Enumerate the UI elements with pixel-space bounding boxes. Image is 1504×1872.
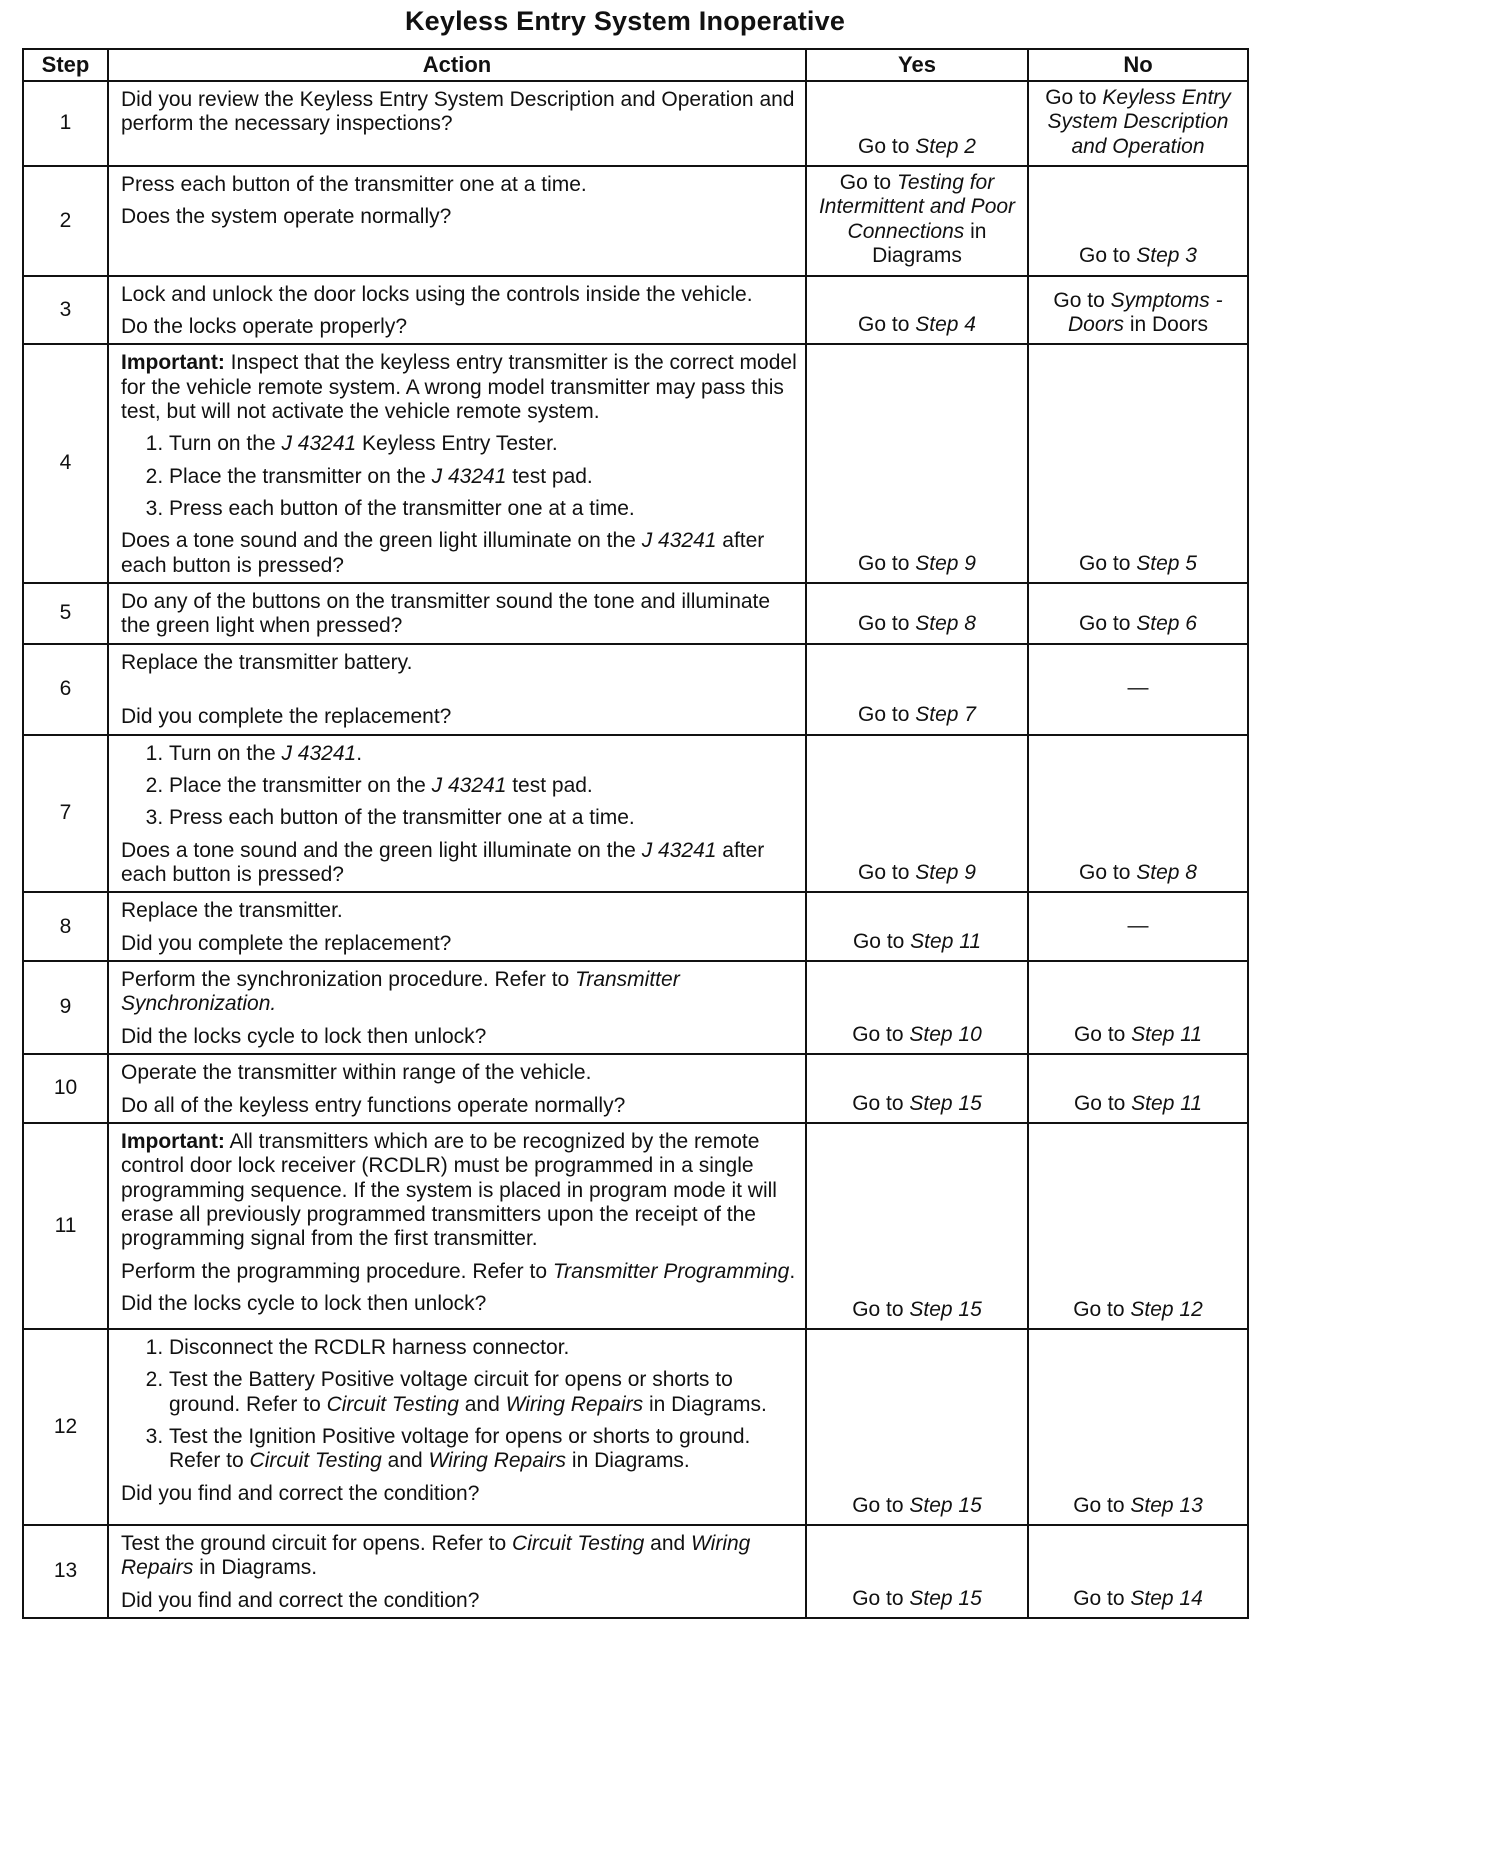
- step-number: 10: [23, 1054, 108, 1123]
- no-cell: Go to Keyless Entry System Description and Operation: [1028, 81, 1248, 166]
- reference-link[interactable]: Transmitter Programming: [552, 1259, 790, 1283]
- no-ref[interactable]: Step 8: [1136, 860, 1197, 884]
- step-number: 7: [23, 735, 108, 893]
- step-number: 8: [23, 892, 108, 961]
- yes-ref[interactable]: Step 10: [909, 1022, 982, 1046]
- action-cell: [108, 1329, 806, 1525]
- action-cell: Important: All transmitters which are to be recognized by the remote control door lock receiver (RCDLR) must be programmed in a single programming sequence. If the system is placed in program mode it will erase all previously programmed transmitters upon the receipt of the programming signal from the first transmitter. Perform the programming procedure. Refer to Transmitter Programming. Did the locks cycle to lock then unlock?: [108, 1123, 806, 1329]
- action-question: Do all of the keyless entry functions operate normally?: [121, 1093, 626, 1117]
- table-row: [23, 1123, 1248, 1329]
- action-cell: [108, 735, 806, 893]
- yes-cell: Go to Step 2: [806, 81, 1028, 166]
- yes-cell: Go to Testing for Intermittent and Poor Connections in Diagrams: [806, 166, 1028, 275]
- action-question: Does the system operate normally?: [121, 205, 452, 229]
- action-question: Does a tone sound and the green light illuminate on the J 43241 after each button is pressed?: [121, 838, 765, 886]
- no-cell: Go to Step 3: [1028, 166, 1248, 275]
- action-cell: [108, 583, 806, 644]
- no-ref[interactable]: Step 6: [1136, 612, 1197, 636]
- no-ref[interactable]: Step 12: [1130, 1297, 1203, 1321]
- yes-ref[interactable]: Step 4: [915, 312, 976, 336]
- no-ref[interactable]: Step 11: [1131, 1022, 1203, 1046]
- yes-ref[interactable]: Testing for Intermittent and Poor Connections: [818, 171, 1016, 243]
- header-action: Action: [108, 49, 806, 81]
- action-cell: Press each button of the transmitter one at a time. Does the system operate normally?: [108, 166, 806, 275]
- header-row: [23, 49, 1248, 81]
- step-number: 3: [23, 276, 108, 345]
- table-row: [23, 166, 1248, 275]
- yes-cell: Go to Step 11: [806, 892, 1028, 961]
- procedure-list: [121, 1336, 797, 1474]
- no-cell: Go to Symptoms - Doors in Doors: [1028, 276, 1248, 345]
- no-cell: Go to Step 12: [1028, 1123, 1248, 1329]
- list-item: 2. Place the transmitter on the J 43241 test pad.: [169, 774, 797, 798]
- yes-ref[interactable]: Step 9: [915, 860, 976, 884]
- list-item: 3. Press each button of the transmitter one at a time.: [169, 497, 797, 521]
- no-cell: —: [1028, 644, 1248, 735]
- no-cell: Go to Step 8: [1028, 735, 1248, 893]
- yes-cell: Go to Step 9: [806, 344, 1028, 583]
- yes-cell: Go to Step 15: [806, 1123, 1028, 1329]
- no-cell: Go to Step 11: [1028, 1054, 1248, 1123]
- table-row: [23, 644, 1248, 735]
- table-row: [23, 81, 1248, 166]
- step-number: 4: [23, 344, 108, 583]
- yes-cell: Go to Step 4: [806, 276, 1028, 345]
- procedure-list: [121, 742, 797, 831]
- no-ref[interactable]: Step 11: [1131, 1091, 1203, 1115]
- action-question: Did you find and correct the condition?: [121, 1588, 480, 1612]
- step-number: 2: [23, 166, 108, 275]
- table-row: [23, 344, 1248, 583]
- list-item: 1. Disconnect the RCDLR harness connector.: [169, 1336, 797, 1360]
- no-cell: Go to Step 14: [1028, 1525, 1248, 1618]
- action-cell: Operate the transmitter within range of the vehicle. Do all of the keyless entry functions operate normally?: [108, 1054, 806, 1123]
- diagnostic-table: [22, 48, 1249, 1619]
- action-question: Does a tone sound and the green light illuminate on the J 43241 after each button is pressed?: [121, 529, 765, 577]
- action-cell: [108, 344, 806, 583]
- yes-cell: Go to Step 8: [806, 583, 1028, 644]
- action-question: Did you find and correct the condition?: [121, 1481, 480, 1505]
- yes-cell: Go to Step 7: [806, 644, 1028, 735]
- table-row: [23, 1525, 1248, 1618]
- yes-ref[interactable]: Step 7: [915, 703, 976, 727]
- list-item: 1. Turn on the J 43241.: [169, 742, 797, 766]
- list-item: 2. Place the transmitter on the J 43241 test pad.: [169, 465, 797, 489]
- yes-cell: Go to Step 9: [806, 735, 1028, 893]
- yes-ref[interactable]: Step 15: [909, 1297, 982, 1321]
- reference-link[interactable]: Transmitter Synchronization.: [121, 968, 680, 1016]
- action-question: Do any of the buttons on the transmitter sound the tone and illuminate the green light when pressed?: [121, 590, 771, 638]
- table-row: [23, 583, 1248, 644]
- no-cell: Go to Step 6: [1028, 583, 1248, 644]
- table-row: [23, 276, 1248, 345]
- procedure-list: [121, 432, 797, 521]
- action-cell: [108, 81, 806, 166]
- no-ref[interactable]: Symptoms - Doors: [1067, 288, 1223, 336]
- important-note: Important: Inspect that the keyless entry transmitter is the correct model for the vehicle remote system. A wrong model transmitter may pass this test, but will not activate the vehicle remote system.: [121, 351, 797, 423]
- step-number: 12: [23, 1329, 108, 1525]
- yes-ref[interactable]: Step 8: [915, 612, 976, 636]
- no-ref[interactable]: Step 5: [1136, 551, 1197, 575]
- yes-cell: Go to Step 10: [806, 961, 1028, 1054]
- action-cell: Replace the transmitter battery. Did you complete the replacement?: [108, 644, 806, 735]
- list-item: 2. Test the Battery Positive voltage circuit for opens or shorts to ground. Refer to Circuit Testing and Wiring Repairs in Diagrams.: [169, 1368, 797, 1417]
- header-no: No: [1028, 49, 1248, 81]
- yes-ref[interactable]: Step 9: [915, 551, 976, 575]
- no-cell: Go to Step 5: [1028, 344, 1248, 583]
- table-row: [23, 961, 1248, 1054]
- list-item: 3. Press each button of the transmitter one at a time.: [169, 806, 797, 830]
- no-cell: Go to Step 13: [1028, 1329, 1248, 1525]
- no-ref[interactable]: Step 14: [1130, 1586, 1203, 1610]
- action-cell: Lock and unlock the door locks using the controls inside the vehicle. Do the locks operate properly?: [108, 276, 806, 345]
- action-question: Do the locks operate properly?: [121, 314, 407, 338]
- no-ref[interactable]: Step 3: [1136, 244, 1197, 268]
- no-cell: —: [1028, 892, 1248, 961]
- table-row: [23, 1329, 1248, 1525]
- list-item: 1. Turn on the J 43241 Keyless Entry Tester.: [169, 432, 797, 456]
- action-cell: Test the ground circuit for opens. Refer to Circuit Testing and Wiring Repairs in Diagrams. Did you find and correct the condition?: [108, 1525, 806, 1618]
- table-row: [23, 735, 1248, 893]
- action-question: Did the locks cycle to lock then unlock?: [121, 1024, 487, 1048]
- yes-cell: Go to Step 15: [806, 1329, 1028, 1525]
- action-question: Did you complete the replacement?: [121, 931, 452, 955]
- yes-ref[interactable]: Step 11: [910, 929, 982, 953]
- yes-ref[interactable]: Step 15: [909, 1091, 982, 1115]
- action-cell: Replace the transmitter. Did you complete the replacement?: [108, 892, 806, 961]
- action-question: Did you complete the replacement?: [121, 705, 452, 729]
- no-ref[interactable]: Step 13: [1130, 1493, 1203, 1517]
- step-number: 1: [23, 81, 108, 166]
- action-cell: Perform the synchronization procedure. Refer to Transmitter Synchronization. Did the locks cycle to lock then unlock?: [108, 961, 806, 1054]
- header-yes: Yes: [806, 49, 1028, 81]
- action-question: Did you review the Keyless Entry System Description and Operation and perform the necessary inspections?: [121, 88, 795, 136]
- list-item: 3. Test the Ignition Positive voltage for opens or shorts to ground. Refer to Circuit Testing and Wiring Repairs in Diagrams.: [169, 1425, 797, 1474]
- step-number: 5: [23, 583, 108, 644]
- table-row: [23, 1054, 1248, 1123]
- step-number: 9: [23, 961, 108, 1054]
- yes-cell: Go to Step 15: [806, 1054, 1028, 1123]
- yes-ref[interactable]: Step 2: [915, 134, 976, 158]
- no-cell: Go to Step 11: [1028, 961, 1248, 1054]
- header-step: Step: [23, 49, 108, 81]
- important-note: Important: All transmitters which are to be recognized by the remote control door lock receiver (RCDLR) must be programmed in a single programming sequence. If the system is placed in program mode it will erase all previously programmed transmitters upon the receipt of the programming signal from the first transmitter.: [121, 1129, 777, 1251]
- page-title: Keyless Entry System Inoperative: [404, 6, 846, 36]
- yes-ref[interactable]: Step 15: [909, 1493, 982, 1517]
- step-number: 11: [23, 1123, 108, 1329]
- action-question: Did the locks cycle to lock then unlock?: [121, 1292, 487, 1316]
- step-number: 6: [23, 644, 108, 735]
- no-ref[interactable]: Keyless Entry System Description and Operation: [1047, 86, 1231, 158]
- table-row: [23, 892, 1248, 961]
- yes-cell: Go to Step 15: [806, 1525, 1028, 1618]
- step-number: 13: [23, 1525, 108, 1618]
- yes-ref[interactable]: Step 15: [909, 1586, 982, 1610]
